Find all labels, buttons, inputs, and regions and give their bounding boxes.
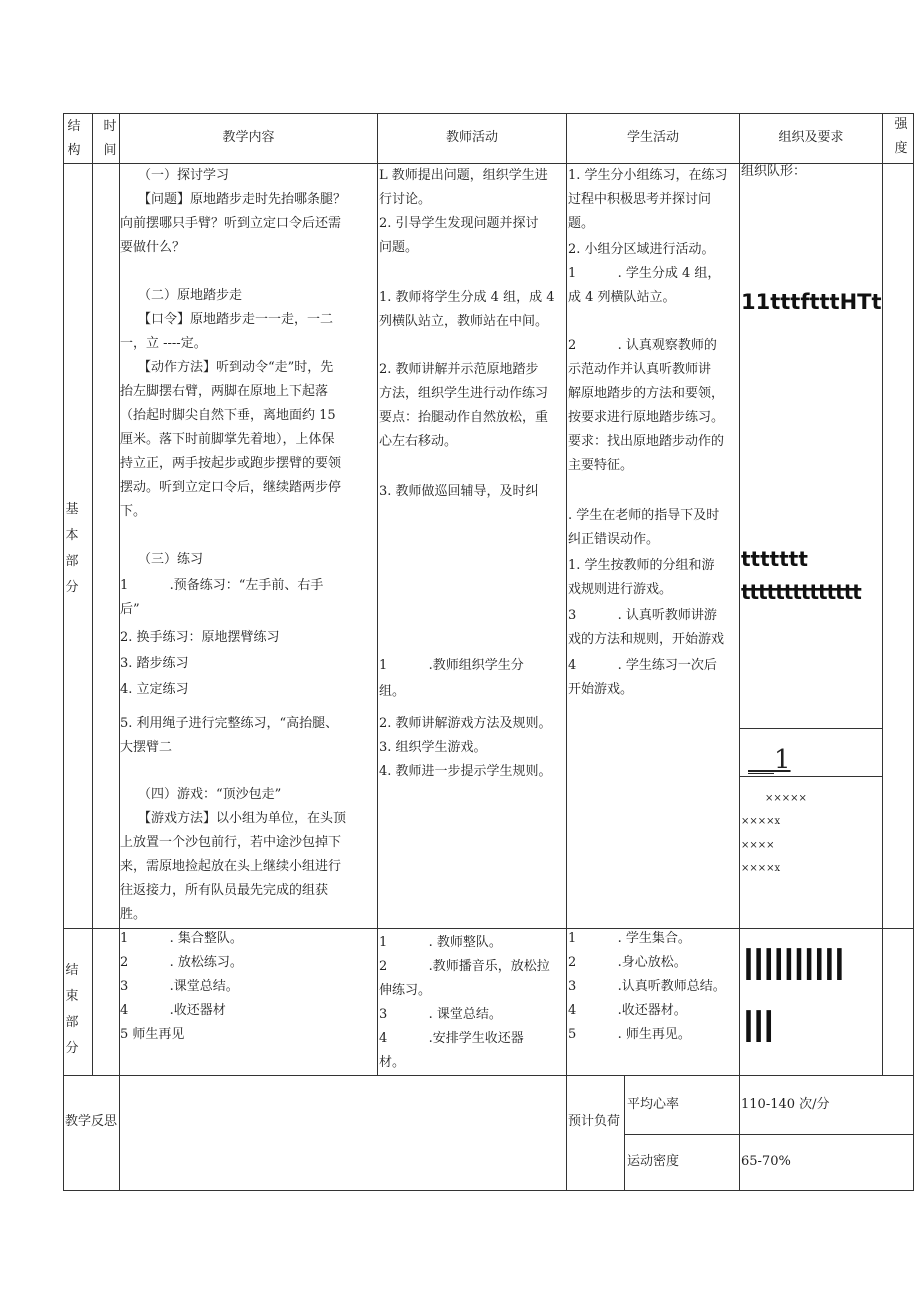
student-line: 过程中积极思考并探讨问 <box>568 192 712 207</box>
student-line: 3 .认真听教师总结。 <box>568 979 726 994</box>
content-line: 4 .收还器材 <box>120 1003 226 1018</box>
teacher-line: 2. 教师讲解游戏方法及规则。 <box>379 716 552 731</box>
teacher-line: 行讨论。 <box>379 192 432 207</box>
density-value: 65-70% <box>741 1154 791 1169</box>
teacher-line: 问题。 <box>379 240 419 255</box>
content-line: 下。 <box>120 504 147 519</box>
teacher-line: 4 .安排学生收还器 <box>379 1031 524 1046</box>
teacher-line: 1 .教师组织学生分 <box>379 658 524 673</box>
student-line: . 学生在老师的指导下及时 <box>568 508 720 523</box>
teacher-line: 2. 教师讲解并示范原地踏步 <box>379 362 539 377</box>
rule-ending-bottom <box>63 1075 914 1076</box>
content-line: 2. 换手练习：原地摆臂练习 <box>120 630 280 645</box>
rule-col-intensity <box>882 113 883 1075</box>
content-line: 要做什么？ <box>120 240 186 255</box>
rule-org-inner-1 <box>739 728 882 729</box>
content-line: 【问题】原地踏步走时先抬哪条腿？ <box>138 192 347 207</box>
rule-col-student <box>566 113 567 1191</box>
content-line: 持立正，两手按起步或跑步摆臂的要领 <box>120 456 342 471</box>
student-line: 4 . 学生练习一次后 <box>568 658 717 673</box>
teacher-line: 心左右移动。 <box>379 434 458 449</box>
content-line: （一）探讨学习 <box>138 168 230 183</box>
load-label: 预计负荷 <box>568 1114 621 1129</box>
rule-col-org <box>739 113 740 1191</box>
student-line: 1 . 学生分成 4 组， <box>568 266 721 281</box>
content-line: 1 .预备练习：“左手前、右手 <box>120 578 324 593</box>
content-line: （二）原地踏步走 <box>138 288 243 303</box>
rule-col-time <box>92 113 93 1075</box>
heart-rate-value: 110-140 次/分 <box>741 1097 830 1112</box>
basic-section-label: 基本部分 <box>65 502 79 595</box>
content-line: 4. 立定练习 <box>120 682 189 697</box>
student-line: 纠正错误动作。 <box>568 532 660 547</box>
student-line: 戏的方法和规则，开始游戏 <box>568 632 725 647</box>
content-line: （四）游戏：“顶沙包走” <box>138 787 282 802</box>
content-line: 厘米。落下时前脚掌先着地），上体保 <box>120 432 335 447</box>
content-line: 摆动。听到立定口令后，继续踏两步停 <box>120 480 342 495</box>
teacher-line: 2. 引导学生发现问题并探讨 <box>379 216 539 231</box>
formation-diagram-1: 11tttftttHTt <box>741 290 882 314</box>
rule-right <box>913 113 914 1191</box>
content-line: 5 师生再见 <box>120 1027 185 1042</box>
header-intensity: 强度 <box>894 117 908 156</box>
content-line: 大摆臂二 <box>120 740 173 755</box>
teacher-line: 3 . 课堂总结。 <box>379 1007 502 1022</box>
teacher-line: L 教师提出问题，组织学生进 <box>379 168 548 183</box>
rule-top <box>63 113 914 114</box>
content-line: 1 . 集合整队。 <box>120 931 243 946</box>
formation-crosses-row: ××××x <box>741 863 781 874</box>
student-line: 1. 学生按教师的分组和游 <box>568 558 715 573</box>
heart-rate-label: 平均心率 <box>627 1097 680 1112</box>
rule-org-inner-2 <box>739 776 882 777</box>
formation-label: 组织队形： <box>741 164 807 179</box>
teacher-line: 列横队站立，教师站在中间。 <box>379 314 549 329</box>
header-organization: 组织及要求 <box>778 130 844 145</box>
content-line: 上放置一个沙包前行，若中途沙包掉下 <box>120 835 342 850</box>
reflection-label: 教学反思 <box>65 1114 118 1129</box>
rule-load-mid <box>624 1134 914 1135</box>
teacher-line: 2 .教师播音乐，放松拉 <box>379 959 550 974</box>
content-line: 后” <box>120 602 140 617</box>
student-line: 解原地踏步的方法和要领， <box>568 386 725 401</box>
student-line: 题。 <box>568 216 595 231</box>
content-line: 来，需原地捡起放在头上继续小组进行 <box>120 859 342 874</box>
student-line: 2 .身心放松。 <box>568 955 687 970</box>
teacher-line: 1. 教师将学生分成 4 组，成 4 <box>379 290 555 305</box>
student-line: 1. 学生分小组练习，在练习 <box>568 168 728 183</box>
student-line: 2 . 认真观察教师的 <box>568 338 717 353</box>
content-line: 2 . 放松练习。 <box>120 955 243 970</box>
content-line: 【游戏方法】以小组为单位，在头顶 <box>138 811 347 826</box>
rule-bottom <box>63 1190 914 1191</box>
student-line: 主要特征。 <box>568 458 634 473</box>
rule-col-load <box>624 1075 625 1191</box>
formation-diagram-2b: tttttttttttttt <box>741 580 861 604</box>
header-time: 时间 <box>103 119 117 158</box>
content-line: 【口令】原地踏步走一一走，一二 <box>138 312 334 327</box>
teacher-line: 4. 教师进一步提示学生规则。 <box>379 764 552 779</box>
student-line: 开始游戏。 <box>568 682 634 697</box>
content-line: 3. 踏步练习 <box>120 656 189 671</box>
header-structure: 结构 <box>67 119 81 158</box>
rule-col-teacher <box>377 113 378 1075</box>
teacher-line: 伸练习。 <box>379 983 432 998</box>
teacher-line: 3. 组织学生游戏。 <box>379 740 487 755</box>
formation-marker: __1 <box>748 745 791 775</box>
content-line: 往返接力，所有队员最先完成的组获 <box>120 883 329 898</box>
content-line: 5. 利用绳子进行完整练习，“高抬腿、 <box>120 716 339 731</box>
content-line: 3 .课堂总结。 <box>120 979 239 994</box>
content-line: （三）练习 <box>138 552 204 567</box>
content-line: 【动作方法】听到动令“走”时，先 <box>138 360 334 375</box>
student-line: 4 .收还器材。 <box>568 1003 687 1018</box>
content-line: 一，立 ----定。 <box>120 336 207 351</box>
formation-diagram-2a: ttttttt <box>741 547 808 571</box>
formation-crosses-row: ××××x <box>741 816 781 827</box>
teacher-line: 1 . 教师整队。 <box>379 935 502 950</box>
student-line: 示范动作并认真听教师讲 <box>568 362 712 377</box>
student-line: 1 . 学生集合。 <box>568 931 691 946</box>
density-label: 运动密度 <box>627 1154 680 1169</box>
student-line: 2. 小组分区域进行活动。 <box>568 242 715 257</box>
header-content: 教学内容 <box>222 130 275 145</box>
teacher-line: 组。 <box>379 684 406 699</box>
student-line: 成 4 列横队站立。 <box>568 290 676 305</box>
teacher-line: 3. 教师做巡回辅导，及时纠 <box>379 484 539 499</box>
formation-crosses-row: ××××× <box>765 793 807 804</box>
formation-bars-2: III <box>744 1002 775 1053</box>
student-line: 戏规则进行游戏。 <box>568 582 673 597</box>
header-teacher: 教师活动 <box>445 130 498 145</box>
teacher-line: 材。 <box>379 1055 406 1070</box>
rule-left <box>63 113 64 1191</box>
content-line: 向前摆哪只手臂？听到立定口令后还需 <box>120 216 342 231</box>
ending-section-label: 结束部分 <box>65 963 79 1056</box>
header-student: 学生活动 <box>626 130 679 145</box>
content-line: （抬起时脚尖自然下垂，离地面约 15 <box>120 408 336 423</box>
content-line: 抬左脚摆右臂，两脚在原地上下起落 <box>120 384 329 399</box>
student-line: 要求：找出原地踏步动作的 <box>568 434 725 449</box>
teacher-line: 要点：抬腿动作自然放松，重 <box>379 410 549 425</box>
formation-crosses-row: ×××× <box>741 840 775 851</box>
student-line: 按要求进行原地踏步练习。 <box>568 410 725 425</box>
teacher-line: 方法，组织学生进行动作练习 <box>379 386 549 401</box>
student-line: 3 . 认真听教师讲游 <box>568 608 717 623</box>
content-line: 胜。 <box>120 907 147 922</box>
formation-bars-1: IIIIIIIIII <box>744 940 846 991</box>
student-line: 5 . 师生再见。 <box>568 1027 691 1042</box>
